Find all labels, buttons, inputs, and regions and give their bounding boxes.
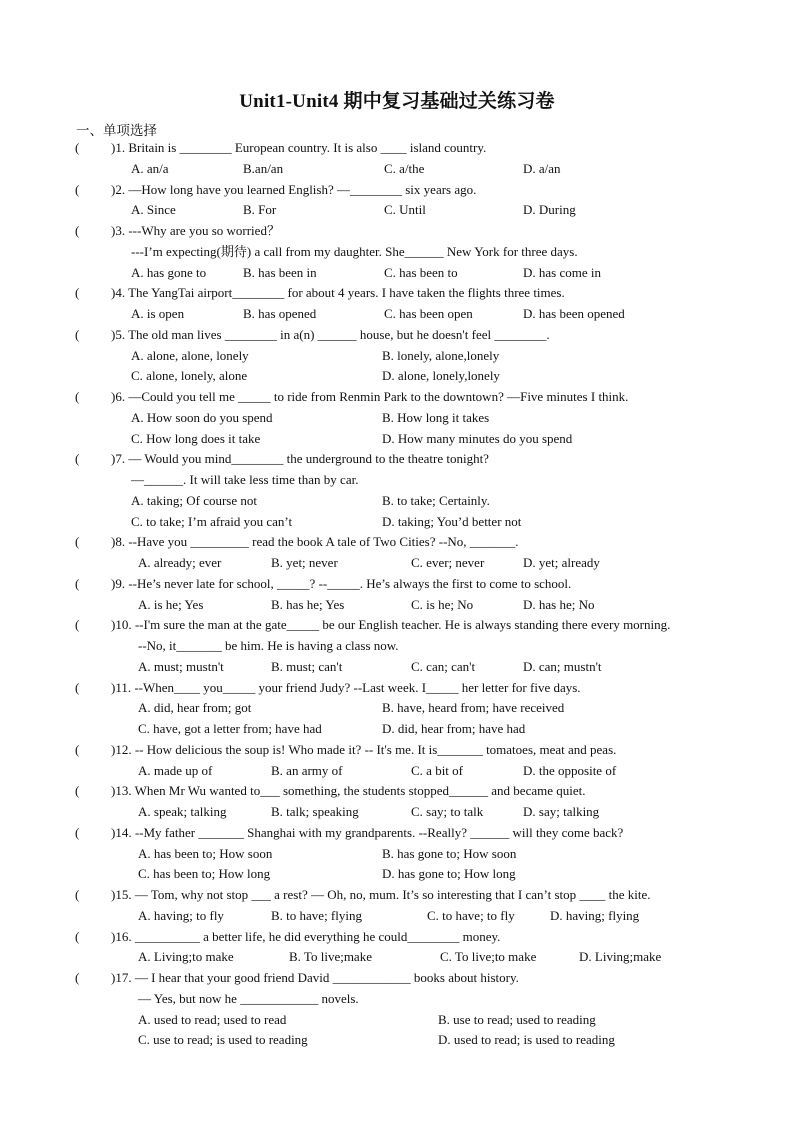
question-stem: )8. --Have you _________ read the book A tale of Two Cities? --No, _______. [111, 534, 519, 550]
option-c: C. Until [384, 202, 426, 218]
option-d: D. yet; already [523, 555, 600, 570]
option-a: A. having; to fly [138, 907, 224, 923]
question-stem: )12. -- How delicious the soup is! Who made it? -- It's me. It is_______ tomatoes, meat and peas. [111, 741, 617, 757]
question-stem: )4. The YangTai airport________ for about 4 years. I have taken the flights three times. [111, 285, 565, 301]
option-a: A. used to read; used to read [138, 1011, 287, 1027]
options-row [0, 1013, 794, 1034]
option-c: C. to take; I’m afraid you can’t [131, 513, 293, 529]
option-a: A. How soon do you spend [131, 409, 273, 425]
options-row [0, 660, 794, 681]
options-row [0, 950, 794, 971]
options-row [0, 909, 794, 930]
question-11: ( )11. --When____ you_____ your friend Judy? --Last week. I_____ her letter for five days. [75, 679, 581, 695]
question-10: ( )10. --I'm sure the man at the gate_____ be our English teacher. He is always standing there every morning. [75, 617, 671, 633]
option-c: C. has been to; How long [138, 866, 271, 882]
question-stem: )2. —How long have you learned English? —________ six years ago. [111, 181, 477, 197]
question-13: ( )13. When Mr Wu wanted to___ something, the students stopped______ and became quiet. [75, 783, 586, 799]
option-c: C. How long does it take [131, 430, 261, 446]
question-3: ( )3. ---Why are you so worried？ [75, 223, 280, 238]
option-b: B.an/an [243, 160, 284, 176]
options-row [0, 266, 794, 287]
option-b: B. to take; Certainly. [382, 492, 490, 508]
option-d: D. used to read; is used to reading [438, 1032, 615, 1048]
options-row [0, 494, 794, 515]
option-d: D. has gone to; How long [382, 866, 516, 882]
option-b: B. has he; Yes [271, 596, 345, 612]
option-a: A. Since [131, 202, 176, 218]
question-continuation-text: — Yes, but now he ____________ novels. [138, 990, 359, 1006]
option-b: B. How long it takes [382, 409, 490, 425]
question-16: ( )16. __________ a better life, he did everything he could________ money. [75, 928, 501, 944]
question-7: ( )7. — Would you mind________ the underground to the theatre tonight? [75, 451, 489, 467]
question-2: ( )2. —How long have you learned English? —________ six years ago. [75, 181, 477, 197]
option-b: B. For [243, 202, 277, 218]
question-continuation-text: --No, it_______ be him. He is having a class now. [138, 638, 399, 653]
option-b: B. talk; speaking [271, 804, 359, 819]
options-row [0, 369, 794, 390]
option-d: D. has he; No [523, 596, 595, 612]
option-c: C. have, got a letter from; have had [138, 721, 322, 736]
option-c: C. has been to [384, 264, 458, 280]
option-a: A. Living;to make [138, 949, 234, 965]
option-b: B. has been in [243, 264, 317, 280]
options-row [0, 847, 794, 868]
question-stem: )1. Britain is ________ European country. It is also ____ island country. [111, 140, 487, 155]
option-d: D. the opposite of [523, 762, 617, 778]
option-c: C. a bit of [411, 762, 463, 778]
question-stem: )14. --My father _______ Shanghai with my grandparents. --Really? ______ will they come back? [111, 824, 624, 840]
options-row [0, 598, 794, 619]
option-c: C. say; to talk [411, 804, 484, 819]
options-row [0, 722, 794, 743]
option-d: D. having; flying [550, 907, 640, 923]
option-b: B. have, heard from; have received [382, 700, 565, 716]
question-14: ( )14. --My father _______ Shanghai with my grandparents. --Really? ______ will they come back? [75, 824, 624, 840]
option-a: A. already; ever [138, 555, 222, 570]
options-row [0, 307, 794, 328]
question-stem: )3. ---Why are you so worried？ [111, 223, 280, 238]
option-c: C. alone, lonely, alone [131, 368, 248, 384]
option-b: B. to have; flying [271, 907, 362, 923]
options-row [0, 349, 794, 370]
option-c: C. To live;to make [440, 949, 537, 965]
option-d: D. taking; You’d better not [382, 513, 522, 529]
option-d: D. did, hear from; have had [382, 721, 526, 736]
question-continuation [0, 245, 794, 266]
question-stem: )9. --He’s never late for school, _____? --_____. He’s always the first to come to school. [111, 575, 572, 591]
option-a: A. is he; Yes [138, 596, 204, 612]
option-a: A. made up of [138, 762, 213, 778]
option-b: B. must; can't [271, 658, 343, 674]
question-1: ( )1. Britain is ________ European country. It is also ____ island country. [75, 140, 487, 155]
question-stem: )6. —Could you tell me _____ to ride from Renmin Park to the downtown? —Five minutes I think. [111, 389, 629, 404]
question-stem: )17. — I hear that your good friend David ____________ books about history. [111, 970, 519, 985]
option-a: A. alone, alone, lonely [131, 347, 249, 363]
option-d: D. How many minutes do you spend [382, 430, 573, 446]
options-row [0, 764, 794, 785]
options-row [0, 411, 794, 432]
options-row [0, 805, 794, 826]
options-row [0, 1033, 794, 1054]
option-a: A. must; mustn't [138, 658, 224, 674]
option-c: C. ever; never [411, 555, 485, 570]
question-stem: )7. — Would you mind________ the underground to the theatre tonight? [111, 451, 489, 467]
option-d: D. say; talking [523, 804, 600, 819]
question-15: ( )15. — Tom, why not stop ___ a rest? — Oh, no, mum. It’s so interesting that I can’t stop ____ the kite. [75, 887, 651, 902]
option-d: D. alone, lonely,lonely [382, 368, 500, 384]
option-a: A. has gone to [131, 264, 207, 280]
question-12: ( )12. -- How delicious the soup is! Who made it? -- It's me. It is_______ tomatoes, meat and peas. [75, 741, 617, 757]
option-c: C. to have; to fly [427, 907, 515, 923]
question-stem: )11. --When____ you_____ your friend Judy? --Last week. I_____ her letter for five days. [111, 679, 581, 695]
option-d: D. a/an [523, 160, 561, 176]
option-b: B. has gone to; How soon [382, 845, 517, 861]
option-d: D. Living;make [579, 949, 662, 965]
option-d: D. has come in [523, 264, 601, 280]
question-continuation-text: ---I’m expecting(期待) a call from my daughter. She______ New York for three days. [131, 243, 578, 259]
question-continuation-text: —______. It will take less time than by car. [131, 472, 359, 487]
option-c: C. is he; No [411, 596, 474, 612]
question-stem: )10. --I'm sure the man at the gate_____ be our English teacher. He is always standing there every morning. [111, 617, 671, 633]
option-b: B. an army of [271, 762, 343, 778]
question-9: ( )9. --He’s never late for school, _____? --_____. He’s always the first to come to school. [75, 575, 572, 591]
question-continuation [0, 992, 794, 1013]
options-row [0, 203, 794, 224]
page-title: Unit1-Unit4 期中复习基础过关练习卷 [239, 91, 555, 112]
question-8: ( )8. --Have you _________ read the book A tale of Two Cities? --No, _______. [75, 534, 519, 550]
option-a: A. is open [131, 306, 185, 321]
question-stem: )13. When Mr Wu wanted to___ something, the students stopped______ and became quiet. [111, 783, 586, 799]
option-d: D. During [523, 202, 576, 218]
option-a: A. has been to; How soon [138, 845, 273, 861]
question-5: ( )5. The old man lives ________ in a(n) ______ house, but he doesn't feel ________. [75, 326, 550, 342]
question-stem: )5. The old man lives ________ in a(n) ______ house, but he doesn't feel ________. [111, 326, 550, 342]
option-c: C. use to read; is used to reading [138, 1032, 308, 1048]
option-b: B. use to read; used to reading [438, 1011, 596, 1027]
option-d: D. can; mustn't [523, 658, 602, 674]
options-row [0, 432, 794, 453]
option-a: A. speak; talking [138, 804, 227, 819]
option-b: B. lonely, alone,lonely [382, 347, 500, 363]
option-d: D. has been opened [523, 306, 625, 321]
options-row [0, 556, 794, 577]
question-6: ( )6. —Could you tell me _____ to ride from Renmin Park to the downtown? —Five minutes I think. [75, 389, 629, 404]
options-row [0, 701, 794, 722]
question-stem: )15. — Tom, why not stop ___ a rest? — Oh, no, mum. It’s so interesting that I can’t stop ____ the kite. [111, 887, 651, 902]
options-row [0, 867, 794, 888]
option-b: B. yet; never [271, 555, 338, 570]
question-17: ( )17. — I hear that your good friend David ____________ books about history. [75, 970, 519, 985]
option-c: C. can; can't [411, 658, 476, 674]
options-row [0, 162, 794, 183]
option-c: C. a/the [384, 160, 425, 176]
question-4: ( )4. The YangTai airport________ for about 4 years. I have taken the flights three times. [75, 285, 565, 301]
option-a: A. an/a [131, 160, 169, 176]
options-row [0, 515, 794, 536]
option-b: B. has opened [243, 306, 317, 321]
option-c: C. has been open [384, 306, 473, 321]
option-a: A. taking; Of course not [131, 492, 258, 508]
question-continuation [0, 473, 794, 494]
option-a: A. did, hear from; got [138, 700, 252, 716]
option-b: B. To live;make [289, 949, 372, 965]
question-stem: )16. __________ a better life, he did everything he could________ money. [111, 928, 501, 944]
section-heading: 一、单项选择 [76, 123, 157, 138]
question-continuation [0, 639, 794, 660]
